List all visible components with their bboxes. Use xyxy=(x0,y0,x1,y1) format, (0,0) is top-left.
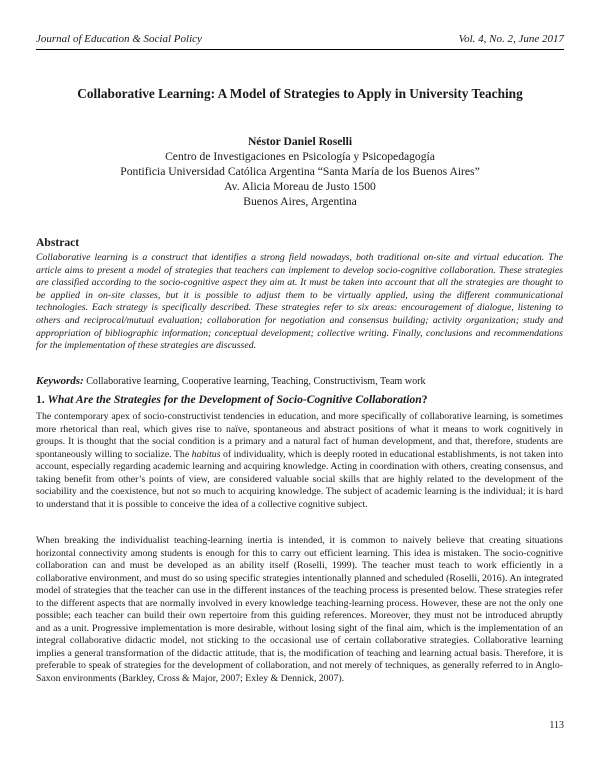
journal-name: Journal of Education & Social Policy xyxy=(36,33,202,45)
keywords-label: Keywords: xyxy=(36,375,84,387)
affiliation-1: Centro de Investigaciones en Psicología y Psicopedagogía xyxy=(165,150,435,163)
abstract-heading: Abstract xyxy=(36,236,80,249)
section-title: What Are the Strategies for the Development of Socio-Cognitive Collaboration xyxy=(47,393,422,406)
habitus-term: habitus xyxy=(191,448,221,460)
section-heading xyxy=(36,393,563,406)
author-name: Néstor Daniel Roselli xyxy=(247,135,353,148)
author-block xyxy=(36,134,564,209)
keywords-list: Collaborative learning, Cooperative learning, Teaching, Constructivism, Team work xyxy=(86,376,426,387)
author-city: Buenos Aires, Argentina xyxy=(243,195,357,208)
body-paragraph-1 xyxy=(36,411,563,511)
paragraph-1-part-2: of individuality, which is deeply rooted in educational establishments, is not taken into account, especially regarding academic learning and acquiring knowledge. Acting in coordination with others, creating consensus, and taking benefit from other’s points of view, are considered valuable social skills that are highly related to the development of the sociability and the coexistence, but not so much to acquiring knowledge. The subject of academic learning is the individual; it is hard to understand that it is possible to conceive the idea of a collective cognitive subject. xyxy=(36,448,563,510)
author-address: Av. Alicia Moreau de Justo 1500 xyxy=(224,180,376,193)
section-title-end: ? xyxy=(421,393,428,406)
section-number: 1. xyxy=(36,393,45,406)
page-number: 113 xyxy=(549,720,564,731)
abstract-text: Collaborative learning is a construct that identifies a strong field nowadays, both traditional on-site and virtual education. The article aims to present a model of strategies that teachers can implement to develop socio-cognitive collaboration. These strategies are classified according to the socio-cognitive aspect they aim at. It must be taken into account that all the strategies are thought to be applied in on-site classes, but it is possible to adjust them to be virtually applied, using the different communicational technologies. Each strategy is specifically described. These strategies refer to six areas: encouragement of dialogue, listening to others and reciprocal/mutual evaluation; collaboration for negotiation and consensus building; activity organization; study and appropriation of bibliographic information; conceptual development; collective writing. Finally, conclusions and recommendations for the implementation of these strategies are discussed. xyxy=(36,252,563,352)
paragraph-1-part-1: The contemporary apex of socio-constructivist tendencies in education, and more specifically of collaborative learning, is sometimes more rhetorical than real, which gives rise to naïve, spontaneous and abstract positions of what it means to work cognitively in groups. It is thought that the social condition is a primary and a natural fact of human development, and that, therefore, students are spontaneously willing to socialize. The xyxy=(36,411,563,460)
body-paragraph-2: When breaking the individualist teaching-learning inertia is intended, it is common to naively believe that creating situations horizontal connectivity among students is enough for this to carry out efficient learning. This idea is mistaken. The socio-cognitive collaboration can and must be developed as an ability itself (Roselli, 1999). The teacher must teach to work efficiently in a collaborative environment, and must do so using specific strategies intentionally planned and scheduled (Roselli, 2016). An integrated model of strategies that the teacher can use in the different instances of the teaching process is presented below. These strategies refer to the different aspects that are normally involved in every knowledge teaching-learning process. However, these are not the only one possible; each teacher can build their own repertoire from this guiding references. Moreover, they must not be introduced abruptly and as a unit. Progressive implementation is more desirable, without losing sight of the final aim, which is the implementation of an integral collaborative didactic model, not sticking to the occasional use of certain collaborative strategies. Collaborative learning implies a general transformation of the didactic attitude, that is, the modification of teaching and learning actual basis. Therefore, it is preferable to speak of strategies for the development of collaboration, and not merely of techniques, as generally referred to in Anglo-Saxon environments (Barkley, Cross & Major, 2007; Exley & Dennick, 2007). xyxy=(36,535,563,684)
keywords xyxy=(36,375,563,387)
running-header xyxy=(36,33,564,50)
paper-title: Collaborative Learning: A Model of Strategies to Apply in University Teaching xyxy=(77,86,523,101)
affiliation-2: Pontificia Universidad Católica Argentina “Santa María de los Buenos Aires” xyxy=(120,165,480,178)
issue-info: Vol. 4, No. 2, June 2017 xyxy=(458,33,564,45)
